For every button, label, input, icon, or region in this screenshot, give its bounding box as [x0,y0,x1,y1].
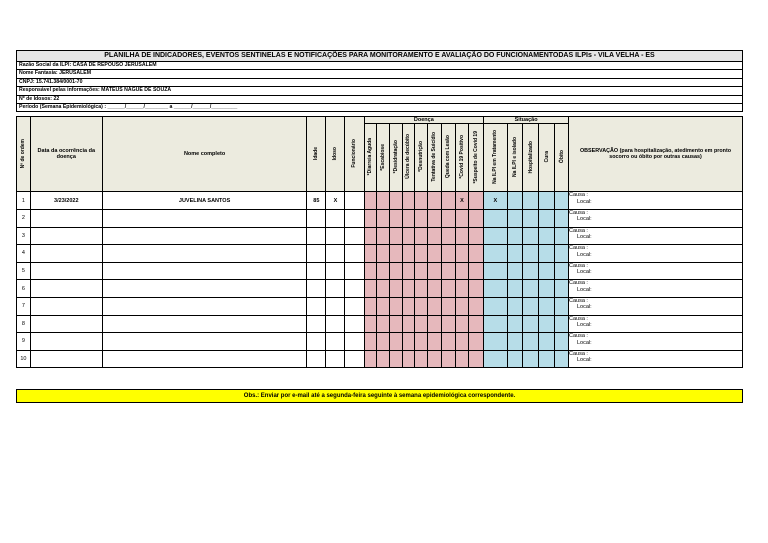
cell-ordem[interactable]: 5 [17,262,31,280]
cell-observacao[interactable] [569,192,743,210]
cell-doenca[interactable] [415,192,428,210]
cell-doenca[interactable] [469,262,484,280]
cell-idoso[interactable] [326,315,345,333]
cell-ordem[interactable]: 4 [17,245,31,263]
cell-doenca[interactable]: X [455,192,469,210]
cell-doenca[interactable] [428,350,442,368]
header-situacao: Cura [539,124,555,192]
cell-situacao[interactable] [555,297,569,315]
cell-doenca[interactable] [469,227,484,245]
cell-funcionario[interactable] [345,333,364,351]
cell-observacao[interactable] [569,209,743,227]
cell-data[interactable]: 3/23/2022 [30,192,102,210]
cell-doenca[interactable] [364,315,377,333]
cell-nome[interactable] [102,350,307,368]
local-label: Local: [577,216,592,223]
local-label: Local: [577,251,592,258]
cell-idoso[interactable] [326,280,345,298]
cell-idoso[interactable] [326,262,345,280]
cell-funcionario[interactable] [345,227,364,245]
cell-doenca[interactable] [364,227,377,245]
cell-doenca[interactable] [364,245,377,263]
cell-data[interactable] [30,262,102,280]
cell-situacao[interactable] [523,297,539,315]
causa-label: Causa : [569,315,588,322]
cell-observacao[interactable] [569,350,743,368]
info-idosos: Nº de Idosos: 22 [16,96,743,104]
cell-doenca[interactable] [402,262,415,280]
cell-doenca[interactable] [377,350,390,368]
cell-idade[interactable] [307,280,326,298]
cell-doenca[interactable] [428,192,442,210]
cell-doenca[interactable] [402,333,415,351]
cell-doenca[interactable] [455,350,469,368]
cell-doenca[interactable] [402,209,415,227]
cell-doenca[interactable] [441,315,455,333]
header-situacao: Hospitalizado [523,124,539,192]
cell-situacao[interactable] [507,280,523,298]
cell-doenca[interactable] [469,245,484,263]
cell-idade[interactable] [307,350,326,368]
cell-situacao[interactable] [555,350,569,368]
cell-data[interactable] [30,315,102,333]
cell-funcionario[interactable] [345,297,364,315]
cell-situacao[interactable] [555,262,569,280]
cell-situacao[interactable] [507,245,523,263]
cell-doenca[interactable] [441,350,455,368]
sheet [16,50,743,368]
cell-ordem[interactable]: 1 [17,192,31,210]
cell-doenca[interactable] [364,333,377,351]
cell-doenca[interactable] [402,350,415,368]
header-situacao: Na ILPI e isolado [507,124,523,192]
cell-situacao[interactable] [484,333,507,351]
cell-doenca[interactable] [455,297,469,315]
cell-doenca[interactable] [455,227,469,245]
cell-idoso[interactable] [326,297,345,315]
cell-doenca[interactable] [377,297,390,315]
cell-situacao[interactable] [523,227,539,245]
cell-idade[interactable]: 85 [307,192,326,210]
causa-label: Causa : [569,280,588,287]
cell-doenca[interactable] [389,209,402,227]
cell-data[interactable] [30,297,102,315]
cell-doenca[interactable] [364,192,377,210]
cell-situacao[interactable] [484,297,507,315]
cell-doenca[interactable] [364,209,377,227]
cell-idoso[interactable] [326,227,345,245]
cell-idade[interactable] [307,245,326,263]
cell-funcionario[interactable] [345,209,364,227]
cell-doenca[interactable] [441,192,455,210]
causa-label: Causa : [569,262,588,269]
local-label: Local: [577,357,592,364]
cell-doenca[interactable] [441,262,455,280]
cell-idoso[interactable] [326,333,345,351]
cell-doenca[interactable] [469,192,484,210]
cell-doenca[interactable] [455,262,469,280]
header-doenca: *Escabiose [377,124,390,192]
header-doenca: Queda com Lesão [441,124,455,192]
cell-doenca[interactable] [428,333,442,351]
table-row [17,262,743,280]
header-idade: Idade [307,117,326,192]
cell-idoso[interactable] [326,350,345,368]
table-row [17,280,743,298]
cell-doenca[interactable] [455,245,469,263]
cell-situacao[interactable] [507,350,523,368]
cell-doenca[interactable] [455,209,469,227]
cell-situacao[interactable] [555,245,569,263]
cell-doenca[interactable] [415,262,428,280]
cell-observacao[interactable] [569,333,743,351]
cell-situacao[interactable] [523,245,539,263]
cell-doenca[interactable] [389,227,402,245]
cell-funcionario[interactable] [345,262,364,280]
cell-doenca[interactable] [455,333,469,351]
cell-doenca[interactable] [377,315,390,333]
cell-doenca[interactable] [469,350,484,368]
table-row [17,227,743,245]
cell-situacao[interactable] [555,192,569,210]
cell-situacao[interactable] [523,350,539,368]
header-doenca: *Covid 19 Positivo [455,124,469,192]
cell-ordem[interactable]: 3 [17,227,31,245]
cell-doenca[interactable] [469,297,484,315]
cell-observacao[interactable] [569,297,743,315]
cell-funcionario[interactable] [345,245,364,263]
header-doenca: Úlcera de decúbito [402,124,415,192]
cell-doenca[interactable] [377,192,390,210]
table-row [17,333,743,351]
cell-data[interactable] [30,245,102,263]
cell-doenca[interactable] [455,280,469,298]
causa-label: Causa : [569,192,588,199]
cell-doenca[interactable] [455,315,469,333]
header-data: Data da ocorrência da doença [30,117,102,192]
local-label: Local: [577,286,592,293]
cell-doenca[interactable] [441,280,455,298]
cell-situacao[interactable] [484,350,507,368]
cell-doenca[interactable] [377,333,390,351]
info-periodo: Período (Semana Epidemiológica) : ______/______/________ a ______/______/_________ [16,104,743,112]
cell-data[interactable] [30,350,102,368]
cell-doenca[interactable] [364,350,377,368]
cell-idade[interactable] [307,262,326,280]
cell-doenca[interactable] [441,333,455,351]
info-razao-social: Razão Social da ILPI: CASA DE REPOUSO JERUSALEM [16,62,743,70]
cell-observacao[interactable] [569,280,743,298]
cell-idade[interactable] [307,227,326,245]
cell-doenca[interactable] [469,280,484,298]
cell-situacao[interactable] [555,280,569,298]
table-row [17,192,743,210]
cell-doenca[interactable] [441,227,455,245]
cell-nome[interactable] [102,245,307,263]
cell-situacao[interactable] [484,245,507,263]
info-nome-fantasia: Nome Fantasia: JERUSALEM [16,70,743,78]
cell-funcionario[interactable] [345,280,364,298]
cell-idade[interactable] [307,333,326,351]
cell-idade[interactable] [307,209,326,227]
header-situacao-group: Situação [484,117,569,124]
cell-idoso[interactable]: X [326,192,345,210]
cell-doenca[interactable] [402,297,415,315]
cell-nome[interactable] [102,280,307,298]
cell-doenca[interactable] [402,245,415,263]
header-doenca: *Suspeito de Covid 19 [469,124,484,192]
cell-doenca[interactable] [415,297,428,315]
cell-situacao[interactable] [507,192,523,210]
cell-doenca[interactable] [469,315,484,333]
local-label: Local: [577,339,592,346]
cell-situacao[interactable] [555,333,569,351]
cell-doenca[interactable] [415,209,428,227]
cell-doenca[interactable] [415,280,428,298]
cell-doenca[interactable] [428,209,442,227]
cell-data[interactable] [30,280,102,298]
cell-situacao[interactable] [539,262,555,280]
cell-idade[interactable] [307,315,326,333]
local-label: Local: [577,304,592,311]
header-doenca: Tentativa de Suicídio [428,124,442,192]
causa-label: Causa : [569,350,588,357]
cell-doenca[interactable] [364,262,377,280]
cell-doenca[interactable] [377,209,390,227]
cell-situacao[interactable] [539,315,555,333]
cell-situacao[interactable] [523,262,539,280]
cell-situacao[interactable] [484,262,507,280]
cell-nome[interactable] [102,333,307,351]
cell-doenca[interactable] [402,315,415,333]
header-situacao: Óbito [555,124,569,192]
causa-label: Causa : [569,209,588,216]
cell-doenca[interactable] [469,209,484,227]
cell-doenca[interactable] [428,245,442,263]
cell-funcionario[interactable] [345,315,364,333]
cell-situacao[interactable] [539,192,555,210]
header-doenca-group: Doença [364,117,484,124]
cell-doenca[interactable] [402,192,415,210]
cell-doenca[interactable] [402,227,415,245]
cell-situacao[interactable] [484,227,507,245]
cell-ordem[interactable]: 8 [17,315,31,333]
causa-label: Causa : [569,245,588,252]
cell-nome[interactable]: JUVELINA SANTOS [102,192,307,210]
cell-doenca[interactable] [415,350,428,368]
cell-idade[interactable] [307,297,326,315]
cell-situacao[interactable] [523,333,539,351]
cell-situacao[interactable] [539,209,555,227]
cell-data[interactable] [30,227,102,245]
cell-situacao[interactable] [539,245,555,263]
local-label: Local: [577,322,592,328]
cell-doenca[interactable] [428,297,442,315]
header-doenca: *Desnutrição [415,124,428,192]
cell-doenca[interactable] [389,297,402,315]
cell-situacao[interactable] [484,209,507,227]
cell-situacao[interactable] [539,227,555,245]
cell-doenca[interactable] [415,245,428,263]
cell-nome[interactable] [102,297,307,315]
local-label: Local: [577,234,592,241]
cell-situacao[interactable] [523,209,539,227]
table-row [17,245,743,263]
indicator-table [16,116,743,368]
cell-ordem[interactable]: 2 [17,209,31,227]
causa-label: Causa : [569,333,588,340]
table-row [17,315,743,333]
cell-situacao[interactable] [539,350,555,368]
cell-doenca[interactable] [415,333,428,351]
cell-observacao[interactable] [569,262,743,280]
header-doenca: *Diarreia Aguda [364,124,377,192]
header-funcionario: Funcionário [345,117,364,192]
cell-doenca[interactable] [389,192,402,210]
cell-situacao[interactable] [523,192,539,210]
cell-doenca[interactable] [377,227,390,245]
cell-situacao[interactable] [539,297,555,315]
cell-nome[interactable] [102,227,307,245]
local-label: Local: [577,269,592,276]
cell-ordem[interactable]: 6 [17,280,31,298]
cell-situacao[interactable] [507,262,523,280]
cell-situacao[interactable] [507,209,523,227]
causa-label: Causa : [569,227,588,234]
cell-doenca[interactable] [389,262,402,280]
cell-doenca[interactable] [415,315,428,333]
cell-doenca[interactable] [364,280,377,298]
cell-doenca[interactable] [428,262,442,280]
cell-doenca[interactable] [389,350,402,368]
header-situacao: Na ILPI em Tratamento [484,124,507,192]
cell-doenca[interactable] [415,227,428,245]
cell-doenca[interactable] [428,280,442,298]
cell-doenca[interactable] [364,297,377,315]
cell-idoso[interactable] [326,209,345,227]
cell-nome[interactable] [102,315,307,333]
local-label: Local: [577,198,592,205]
cell-data[interactable] [30,333,102,351]
cell-funcionario[interactable] [345,350,364,368]
cell-situacao[interactable] [507,297,523,315]
cell-situacao[interactable] [484,280,507,298]
table-row [17,350,743,368]
cell-situacao[interactable] [555,227,569,245]
info-cnpj: CNPJ: 15.741.384/0001-70 [16,79,743,87]
table-row [17,209,743,227]
cell-doenca[interactable] [389,280,402,298]
causa-label: Causa : [569,297,588,304]
cell-doenca[interactable] [441,209,455,227]
header-doenca: *Desidratação [389,124,402,192]
cell-nome[interactable] [102,209,307,227]
cell-nome[interactable] [102,262,307,280]
table-body [17,192,743,368]
cell-situacao[interactable] [507,315,523,333]
cell-doenca[interactable] [377,280,390,298]
cell-doenca[interactable] [389,245,402,263]
cell-doenca[interactable] [402,280,415,298]
cell-ordem[interactable]: 7 [17,297,31,315]
cell-situacao[interactable] [507,227,523,245]
cell-ordem[interactable]: 10 [17,350,31,368]
cell-doenca[interactable] [389,315,402,333]
cell-situacao[interactable] [555,315,569,333]
table-row [17,297,743,315]
cell-situacao[interactable] [555,209,569,227]
cell-idoso[interactable] [326,245,345,263]
cell-ordem[interactable]: 9 [17,333,31,351]
footer-note: Obs.: Enviar por e-mail até a segunda-feira seguinte à semana epidemiológica correspondente. [16,389,743,403]
header-ordem: Nº de ordem [17,117,31,192]
cell-observacao[interactable] [569,245,743,263]
cell-situacao[interactable]: X [484,192,507,210]
cell-doenca[interactable] [377,245,390,263]
info-responsavel: Responsável pelas informações: MATEUS NAGUE DE SOUZA [16,87,743,95]
header-observacao: OBSERVAÇÃO (para hospitalização, atedimento em pronto socorro ou óbito por outras causas) [569,117,743,192]
header-nome: Nome completo [102,117,307,192]
cell-doenca[interactable] [441,297,455,315]
cell-situacao[interactable] [507,333,523,351]
cell-situacao[interactable] [523,280,539,298]
cell-situacao[interactable] [523,315,539,333]
cell-funcionario[interactable] [345,192,364,210]
header-idoso: Idoso [326,117,345,192]
cell-situacao[interactable] [539,280,555,298]
cell-doenca[interactable] [441,245,455,263]
cell-observacao[interactable] [569,315,743,333]
cell-doenca[interactable] [377,262,390,280]
cell-doenca[interactable] [469,333,484,351]
cell-doenca[interactable] [428,227,442,245]
cell-data[interactable] [30,209,102,227]
cell-situacao[interactable] [484,315,507,333]
cell-doenca[interactable] [389,333,402,351]
sheet-title: PLANILHA DE INDICADORES, EVENTOS SENTINELAS E NOTIFICAÇÕES PARA MONITORAMENTO E AVALIAÇÃO DO FUNCIONAMENTODAS ILPIs - VILA VELHA - ES [16,50,743,62]
cell-situacao[interactable] [539,333,555,351]
cell-observacao[interactable] [569,227,743,245]
cell-doenca[interactable] [428,315,442,333]
